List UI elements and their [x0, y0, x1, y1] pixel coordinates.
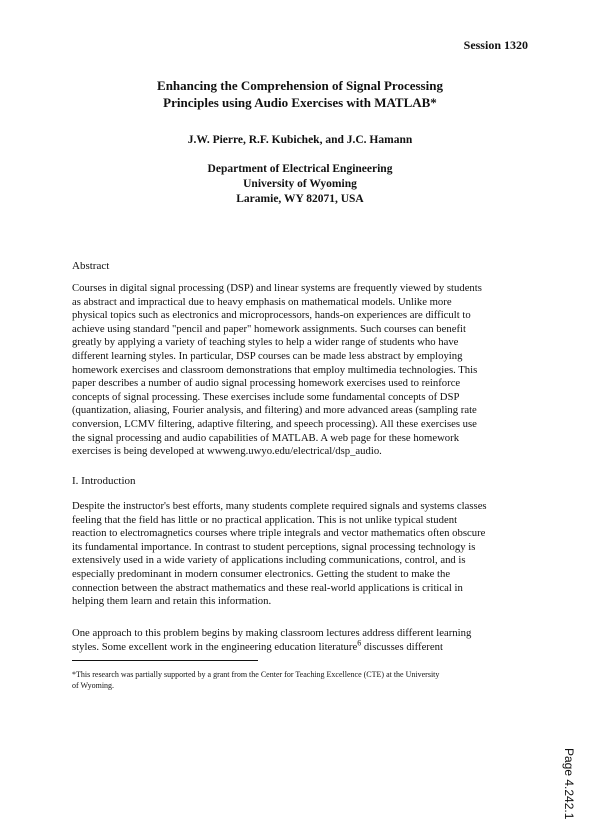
- intro-line-text: discusses different: [361, 640, 443, 653]
- intro-line: One approach to this problem begins by making classroom lectures address different learning: [72, 627, 472, 639]
- abstract-line: greatly by applying a variety of teaching styles to help a wider range of students who have: [72, 336, 459, 349]
- abstract-line: exercises is being developed at wwweng.uwyo.edu/electrical/dsp_audio.: [72, 445, 382, 458]
- abstract-line: concepts of signal processing. These exercises include some fundamental concepts of DSP: [72, 390, 460, 403]
- affiliation-address: Laramie, WY 82071, USA: [236, 193, 364, 205]
- title-line-2: Principles using Audio Exercises with MATLAB*: [163, 95, 437, 110]
- abstract-body: [72, 282, 534, 459]
- abstract-line: Courses in digital signal processing (DSP) and linear systems are frequently viewed by students: [72, 282, 482, 294]
- page-number-stamp: Page 4.242.1: [562, 748, 576, 819]
- affiliation-department: Department of Electrical Engineering: [207, 163, 393, 175]
- introduction-heading: I. Introduction: [72, 475, 136, 487]
- intro-line: Despite the instructor's best efforts, many students complete required signals and systems classes: [72, 500, 487, 512]
- abstract-heading: Abstract: [72, 260, 110, 272]
- affiliation: [0, 162, 600, 207]
- abstract-line: physical topics such as electronics and microprocessors, hands-on experiences are difficult to: [72, 309, 471, 322]
- abstract-line: (quantization, aliasing, Fourier analysis, and filtering) and more advanced areas (sampling rate: [72, 404, 477, 417]
- intro-line: connection between the abstract mathematics and these real-world applications is critical in: [72, 581, 463, 594]
- footnote-line-2: of Wyoming.: [72, 681, 115, 690]
- abstract-line: homework exercises and classroom demonstrations that employ multimedia technologies. This: [72, 363, 478, 376]
- abstract-line: conversion, LCMV filtering, adaptive filtering, and speech processing). All these exercises use: [72, 417, 477, 430]
- intro-line: helping them learn and retain this information.: [72, 595, 272, 608]
- intro-line-text: styles. Some excellent work in the engineering education literature: [72, 640, 358, 653]
- introduction-paragraph-2: [72, 627, 534, 654]
- intro-line: reaction to electromagnetics courses where triple integrals and vector mathematics often obscure: [72, 527, 486, 540]
- footnote: [72, 669, 542, 691]
- intro-line: [72, 638, 534, 655]
- abstract-line: achieve using standard "pencil and paper" homework assignments. Such courses can benefit: [72, 322, 466, 335]
- paper-title: [0, 77, 600, 111]
- intro-line: especially predominant in modern consumer electronics. Getting the student to make the: [72, 567, 451, 580]
- abstract-line: as abstract and impractical due to heavy emphasis on mathematical models. Unlike more: [72, 295, 452, 308]
- footnote-divider: [72, 660, 258, 661]
- citation-superscript: 6: [357, 638, 362, 648]
- footnote-line-1: *This research was partially supported by a grant from the Center for Teaching Excellence (CTE) at the University: [72, 670, 440, 679]
- abstract-line: the signal processing and audio capabilities of MATLAB. A web page for these homework: [72, 431, 460, 444]
- abstract-line: different learning styles. In particular, DSP courses can be made less abstract by employing: [72, 349, 463, 362]
- introduction-paragraph-1: [72, 500, 534, 609]
- intro-line: its fundamental importance. In contrast to student perceptions, signal processing technology is: [72, 540, 476, 553]
- session-label: Session 1320: [463, 38, 528, 52]
- abstract-line: paper describes a number of audio signal processing homework exercises used to reinforce: [72, 377, 461, 390]
- title-line-1: Enhancing the Comprehension of Signal Processing: [157, 78, 443, 93]
- intro-line: extensively used in a wide variety of applications including communications, control, and is: [72, 554, 466, 567]
- affiliation-university: University of Wyoming: [243, 178, 357, 190]
- intro-line: feeling that the field has little or no practical application. This is not unlike typical student: [72, 513, 458, 526]
- author-list: J.W. Pierre, R.F. Kubichek, and J.C. Hamann: [187, 134, 413, 146]
